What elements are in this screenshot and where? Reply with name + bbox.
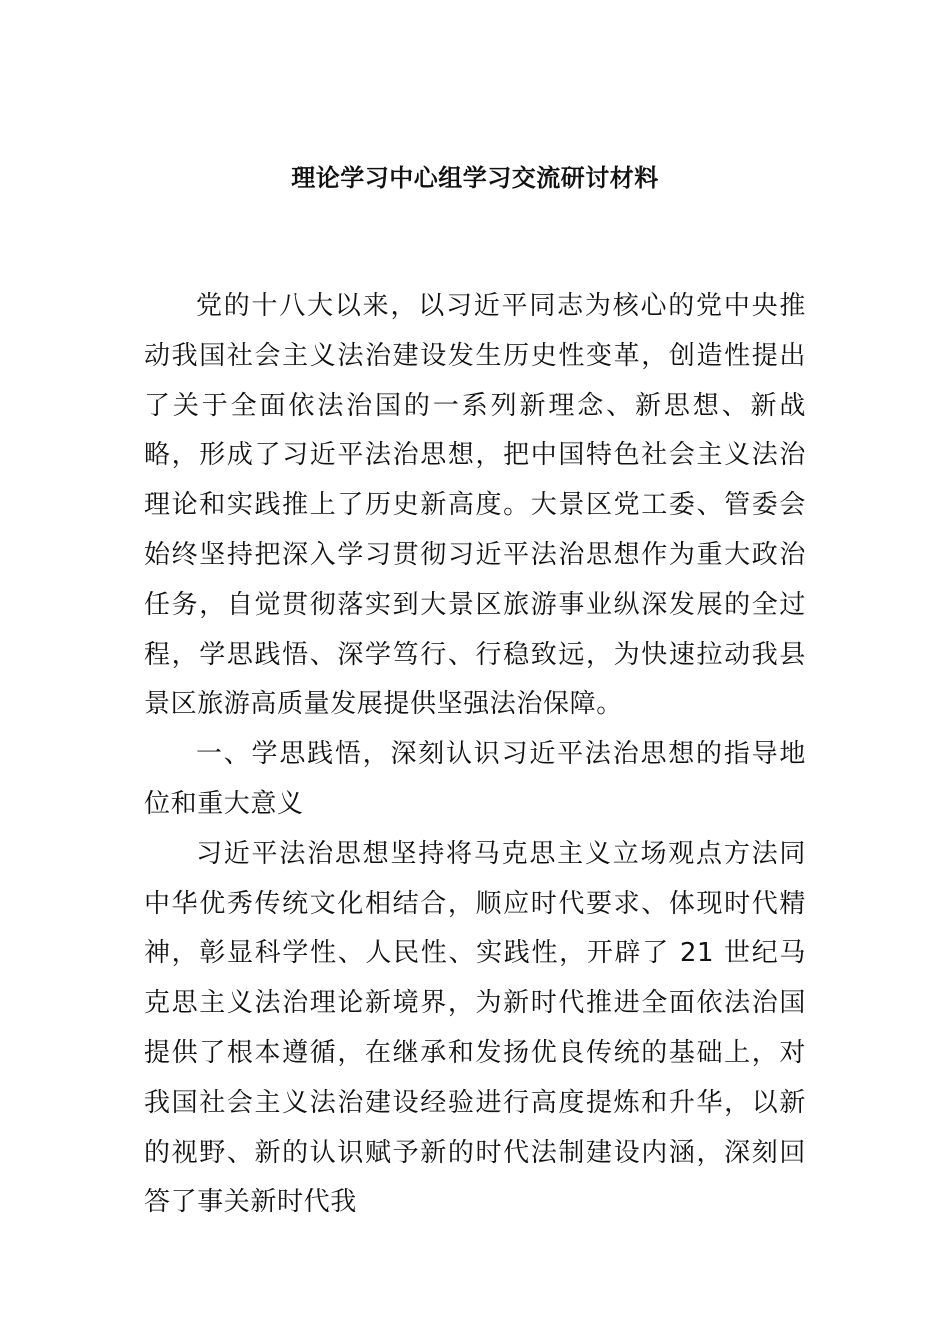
document-body (144, 282, 806, 1228)
section-heading-one: 一、学思践悟，深刻认识习近平法治思想的指导地位和重大意义 (144, 739, 806, 819)
paragraph-section-one: 习近平法治思想坚持将马克思主义立场观点方法同中华优秀传统文化相结合，顺应时代要求、体现时代精神，彰显科学性、人民性、实践性，开辟了 21 世纪马克思主义法治理论新境界，为新时代推进全面依法治国提供了根本遵循，在继承和发扬优良传统的基础上，对我国社会主义法治建设经验进行高度提炼和升华，以新的视野、新的认识赋予新的时代法制建设内涵，深刻回答了事关新时代我 (144, 838, 806, 1218)
document-title: 理论学习中心组学习交流研讨材料 (291, 164, 659, 192)
paragraph-intro: 党的十八大以来，以习近平同志为核心的党中央推动我国社会主义法治建设发生历史性变革，创造性提出了关于全面依法治国的一系列新理念、新思想、新战略，形成了习近平法治思想，把中国特色社会主义法治理论和实践推上了历史新高度。大景区党工委、管委会始终坚持把深入学习贯彻习近平法治思想作为重大政治任务，自觉贯彻落实到大景区旅游事业纵深发展的全过程，学思践悟、深学笃行、行稳致远，为快速拉动我县景区旅游高质量发展提供坚强法治保障。 (144, 291, 806, 720)
